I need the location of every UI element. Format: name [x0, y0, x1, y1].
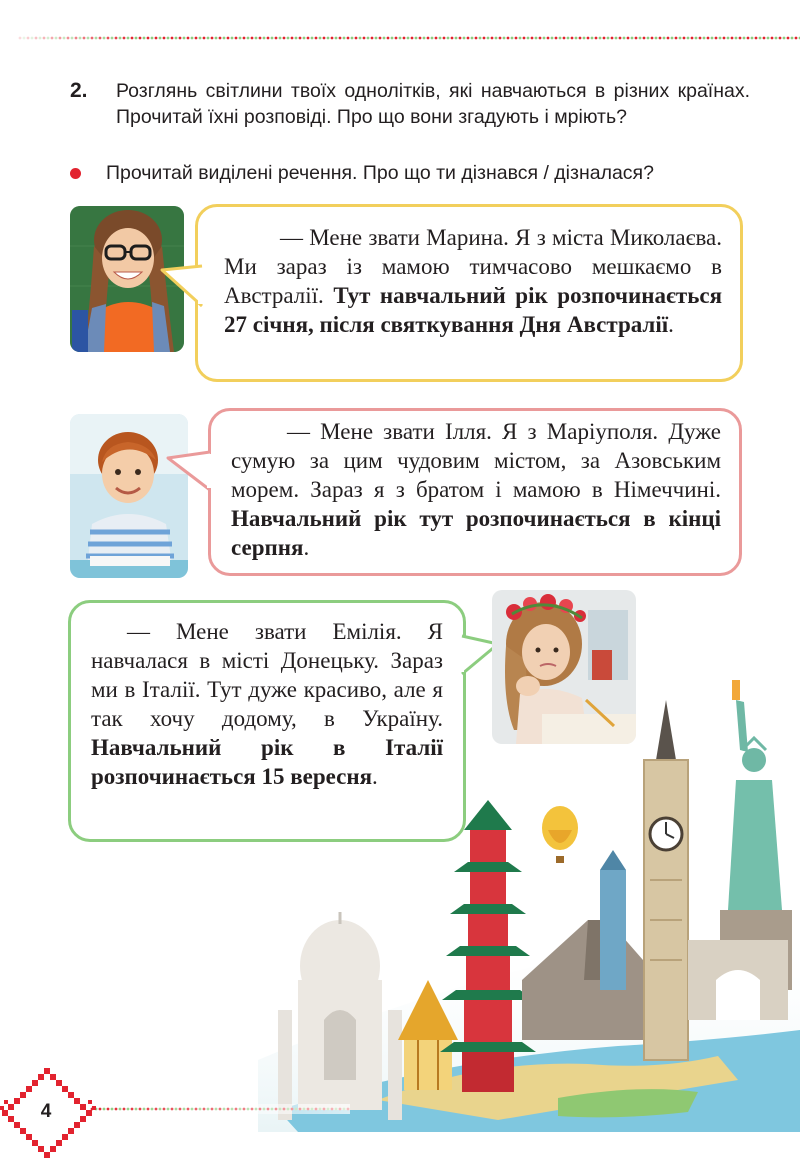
decorative-top-border	[18, 33, 800, 43]
bubble-highlight: Навчальний рік тут розпочинається в кінці серпня	[231, 506, 721, 560]
bullet-text: Прочитай виділені речення. Про що ти дізнався / дізналася?	[106, 162, 654, 184]
task-number: 2.	[70, 79, 88, 102]
bubble-text: — Мене звати Емілія. Я навчалася в місті Донецьку. Зараз ми в Італії. Тут дуже красиво, але я так хочу додому, в Україну.	[91, 619, 443, 731]
pagoda-icon	[440, 800, 536, 1092]
speech-bubble-emilia: — Мене звати Емілія. Я навчалася в місті Донецьку. Зараз ми в Італії. Тут дуже красиво, але я так хочу додому, в Україну. Навчальний рік в Італії розпочинається 15 вересня.	[68, 600, 466, 842]
bubble-highlight: Тут навчальний рік розпочинається 27 січня, після святкування Дня Австралії	[224, 283, 723, 337]
bubble-text: — Мене звати Марина. Я з міста Миколаєва. Ми зараз із мамою тимчасово мешкаємо в Австралії.	[224, 225, 722, 308]
big-ben-icon	[644, 700, 688, 1060]
task-2	[70, 78, 750, 130]
bubble-tail-marina	[160, 262, 204, 310]
bullet-item	[70, 160, 770, 186]
bubble-tail-illia	[166, 446, 212, 496]
hot-air-balloon-icon	[542, 806, 578, 863]
bubble-highlight: Навчальний рік в Італії розпочинається 15 вересня	[91, 735, 443, 789]
page-number: 4	[40, 1101, 52, 1122]
world-landmarks-illustration	[258, 680, 800, 1132]
bullet-dot-icon	[70, 168, 81, 179]
speech-bubble-illia: — Мене звати Ілля. Я з Маріуполя. Дуже сумую за цим чудовим містом, за Азовським морем. Зараз я з братом і мамою в Німеччині. Навчальний рік тут розпочинається в кінці серпня.	[208, 408, 742, 576]
bubble-text: — Мене звати Ілля. Я з Маріуполя. Дуже сумую за цим чудовим містом, за Азовським морем. Зараз я з братом і мамою в Німеччині.	[231, 419, 721, 502]
task-text: Розглянь світлини твоїх однолітків, які навчаються в різних країнах. Прочитай їхні розповіді. Про що вони згадують і мріють?	[116, 80, 750, 128]
speech-bubble-marina: — Мене звати Марина. Я з міста Миколаєва. Ми зараз із мамою тимчасово мешкаємо в Австралії. Тут навчальний рік розпочинається 27 січня, після святкування Дня Австралії.	[195, 204, 743, 382]
photo-illia	[70, 414, 188, 578]
decorative-bottom-border	[90, 1104, 350, 1114]
page-number-ornament	[0, 1066, 96, 1160]
